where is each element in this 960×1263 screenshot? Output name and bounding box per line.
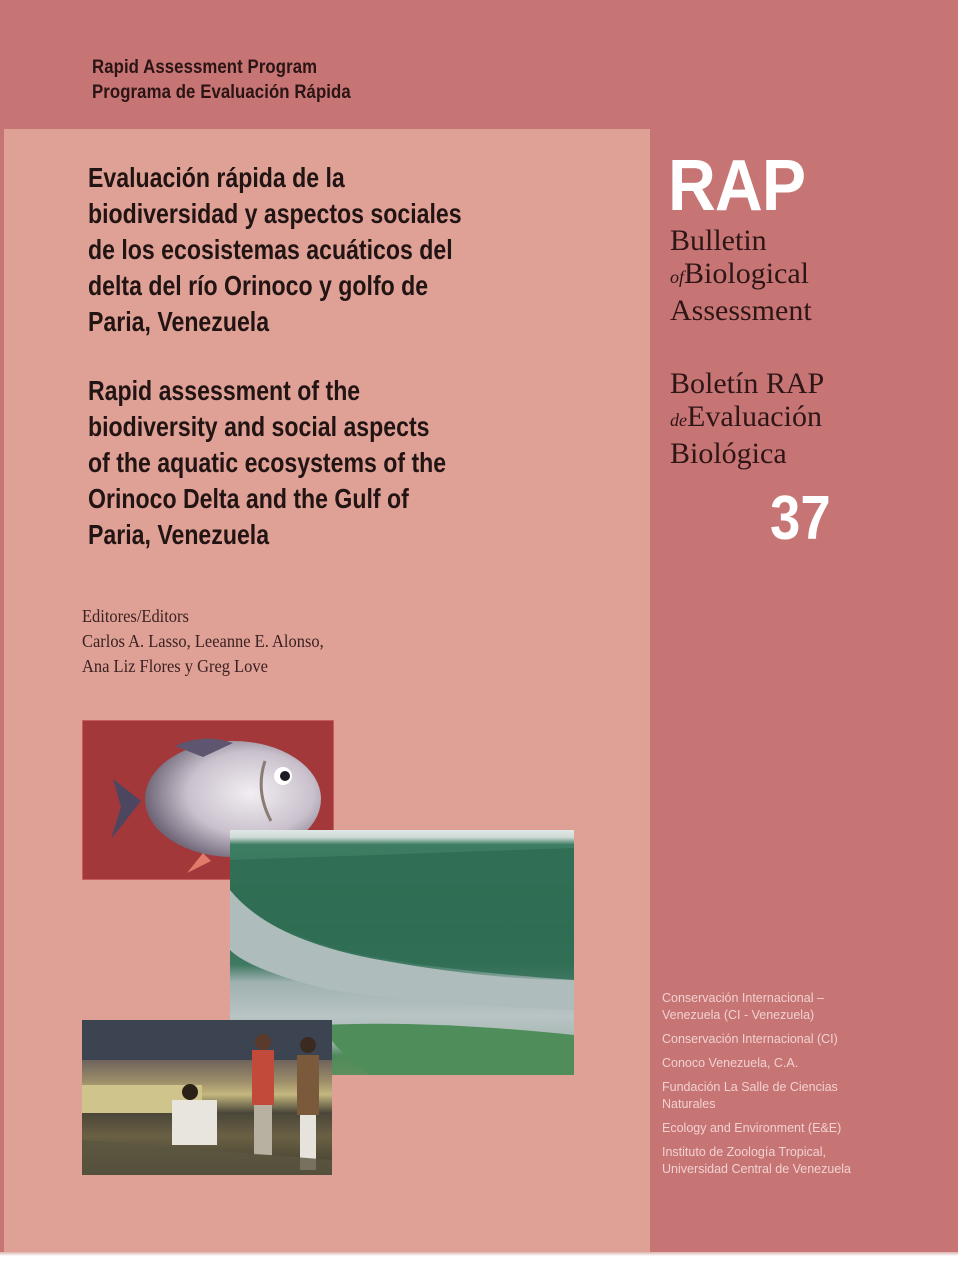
sponsor-line: Universidad Central de Venezuela <box>662 1162 852 1176</box>
sponsor-line: Conservación Internacional – <box>662 991 824 1005</box>
sponsor-item <box>662 990 892 1024</box>
sponsors-list <box>662 990 892 1185</box>
people-photo <box>82 1020 332 1175</box>
title-english <box>88 373 446 553</box>
series-name-spanish <box>670 367 824 470</box>
editors-names-line: Ana Liz Flores y Greg Love <box>82 656 268 676</box>
sponsor-line: Conoco Venezuela, C.A. <box>662 1056 799 1070</box>
sponsor-line: Instituto de Zoología Tropical, <box>662 1145 826 1159</box>
editors-block <box>82 604 324 679</box>
series-es-line1: Boletín RAP <box>670 367 825 400</box>
sponsor-item <box>662 1144 892 1178</box>
editors-names-line: Carlos A. Lasso, Leeanne E. Alonso, <box>82 631 324 651</box>
sponsor-line: Venezuela (CI - Venezuela) <box>662 1008 815 1022</box>
series-en-line3: Assessment <box>670 294 812 327</box>
program-name-es: Programa de Evaluación Rápida <box>92 81 351 103</box>
series-en-of: of <box>670 267 685 287</box>
sponsor-line: Fundación La Salle de Ciencias <box>662 1080 838 1094</box>
series-es-line3: Biológica <box>670 437 787 470</box>
title-line: Orinoco Delta and the Gulf of <box>88 483 409 514</box>
editors-label: Editores/Editors <box>82 606 189 626</box>
series-es-line2: Evaluación <box>687 400 822 433</box>
title-spanish <box>88 160 462 340</box>
series-es-de: de <box>670 410 687 430</box>
sponsor-line: Ecology and Environment (E&E) <box>662 1121 842 1135</box>
sponsor-item <box>662 1055 892 1072</box>
title-line: de los ecosistemas acuáticos del <box>88 234 453 265</box>
title-line: delta del río Orinoco y golfo de <box>88 270 429 301</box>
title-line: Rapid assessment of the <box>88 375 361 406</box>
series-en-line2: Biological <box>684 257 809 290</box>
series-acronym: RAP <box>668 146 806 226</box>
title-line: biodiversidad y aspectos sociales <box>88 198 462 229</box>
program-header <box>92 55 351 105</box>
title-line: biodiversity and social aspects <box>88 411 430 442</box>
title-line: Evaluación rápida de la <box>88 162 345 193</box>
title-line: of the aquatic ecosystems of the <box>88 447 447 478</box>
sponsor-line: Naturales <box>662 1097 716 1111</box>
program-name-en: Rapid Assessment Program <box>92 56 318 78</box>
sponsor-item <box>662 1079 892 1113</box>
title-line: Paria, Venezuela <box>88 306 270 337</box>
series-name-english <box>670 224 812 327</box>
sponsor-item <box>662 1120 892 1137</box>
issue-number: 37 <box>770 484 831 553</box>
sponsor-item <box>662 1031 892 1048</box>
people-scene-icon <box>82 1020 332 1175</box>
title-line: Paria, Venezuela <box>88 519 270 550</box>
sponsor-line: Conservación Internacional (CI) <box>662 1032 838 1046</box>
series-en-line1: Bulletin <box>670 224 767 257</box>
